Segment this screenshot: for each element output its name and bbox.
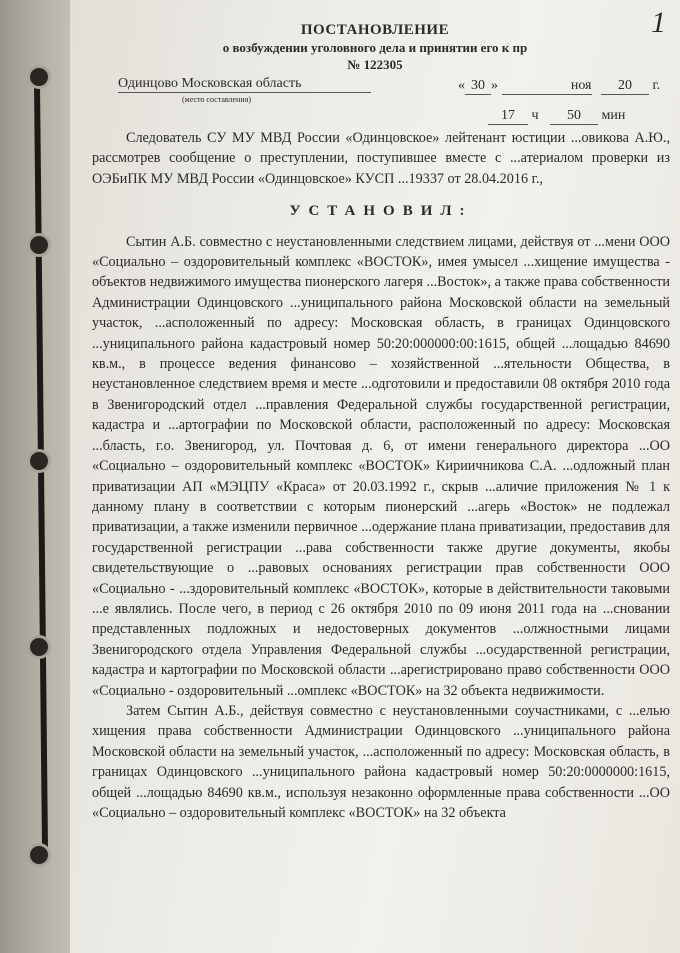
date-line: « 30 » ноя 20 г. — [458, 78, 661, 93]
punch-hole — [30, 452, 48, 470]
document-title: ПОСТАНОВЛЕНИЕ — [300, 22, 450, 38]
body-paragraph-1: Сытин А.Б. совместно с неустановленными следствием лицами, действуя от ...мени ООО «Социально – оздоровительный комплекс «ВОСТОК», имея умысел ...хищение имущества - объектов недвижимого имущества пионерского лагеря ...Восток», а также права собственности Администрации Одинцовского ...униципального района Московской области на земельный участок, ...асположенный по адресу: Московская область, в границах Одинцовского ...униципального района кадастровый номер 50:20:000000:00:1615, общей ...лощадью 84690 кв.м., в процессе ведения финансово – хозяйственной ...ятельности Общества, в неустановленное следствием время и месте ...одготовили и предоставили 08 октября 2010 года в Звенигородский отдел ...правления Федеральной службы государственной регистрации, кадастра и ...артографии по Московской области, расположенный по адресу: Московская ...бласть, г.о. Звенигород, ул. Почтовая д. 6, от имени генерального директора ...ОО «Социально – оздоровительный комплекс «ВОСТОК» Кириичникова С.А. ...одложный план приватизации АП «МЭЦПУ «Краса» от 20.03.1992 г., скрыв ...аличие приложения № 1 к данному плану в соответствии с которым пионерский ...агерь «Восток» не подлежал приватизации, а также изменили первичное ...одержание плана приватизации, предоставив для государственной регистрации ...рава собственности также другие документы, якобы свидетельствующие о ...равовых основаниях регистрации прав собственности ООО «Социально - ...здоровительный комплекс «ВОСТОК», которые в действительности таковыми ...е являлись. После чего, в период с 26 октября 2010 по 09 июня 2011 года на ...сновании представленных подложных и недостоверных документов ...олжностными лицами Звенигородского отдела Управления Федеральной службы ...осударственной регистрации, кадастра и картографии по Московской области ...арегистрировано право собственности ООО «Социально - оздоровительный ...омплекс «ВОСТОК» на 32 объекта недвижимости. — [92, 233, 670, 699]
time-line — [488, 108, 625, 125]
time-hour: 17 — [488, 108, 528, 125]
date-year: 20 — [601, 78, 649, 95]
document-page — [70, 0, 680, 953]
document-body — [92, 128, 670, 823]
punch-hole — [30, 236, 48, 254]
place-of-drafting: Одинцово Московская область — [118, 76, 371, 93]
folder-binding — [0, 0, 80, 953]
place-caption: (место составления) — [182, 95, 251, 104]
intro-paragraph: Следователь СУ МУ МВД России «Одинцовское» лейтенант юстиции ...овикова А.Ю., рассмотрев сообщение о преступлении, поступившее вместе с ...атериалом проверки из ОЭБиПК МУ МВД России «Одинцовское» КУСП ...19337 от 28.04.2016 г., — [92, 130, 670, 187]
punch-hole — [30, 68, 48, 86]
punch-hole — [30, 846, 48, 864]
document-number: № 122305 — [347, 57, 403, 72]
date-day: 30 — [465, 78, 491, 95]
body-paragraph-2: Затем Сытин А.Б., действуя совместно с неустановленными соучастниками, с ...елью хищения права собственности Администрации Одинцовского ...униципального района Московской области на земельный участок, ...асположенный по адресу: Московская область, в границах Одинцовского ...униципального района кадастровый номер 50:20:0000000:1615, общей ...лощадью 84690 кв.м., используя незаконно оформленные права собственности ...ОО «Социально – оздоровительный комплекс «ВОСТОК» на 32 объекта — [92, 702, 670, 821]
document-subtitle: о возбуждении уголовного дела и принятии его к пр — [222, 40, 528, 55]
punch-hole — [30, 638, 48, 656]
date-month: ноя — [502, 78, 592, 95]
time-minutes: 50 — [550, 108, 598, 125]
page-number: 1 — [651, 6, 666, 39]
section-heading: УСТАНОВИЛ: — [289, 203, 473, 220]
time-minutes-label: мин — [601, 108, 626, 123]
time-hour-label: ч — [531, 108, 539, 123]
date-year-suffix: г. — [652, 78, 661, 93]
